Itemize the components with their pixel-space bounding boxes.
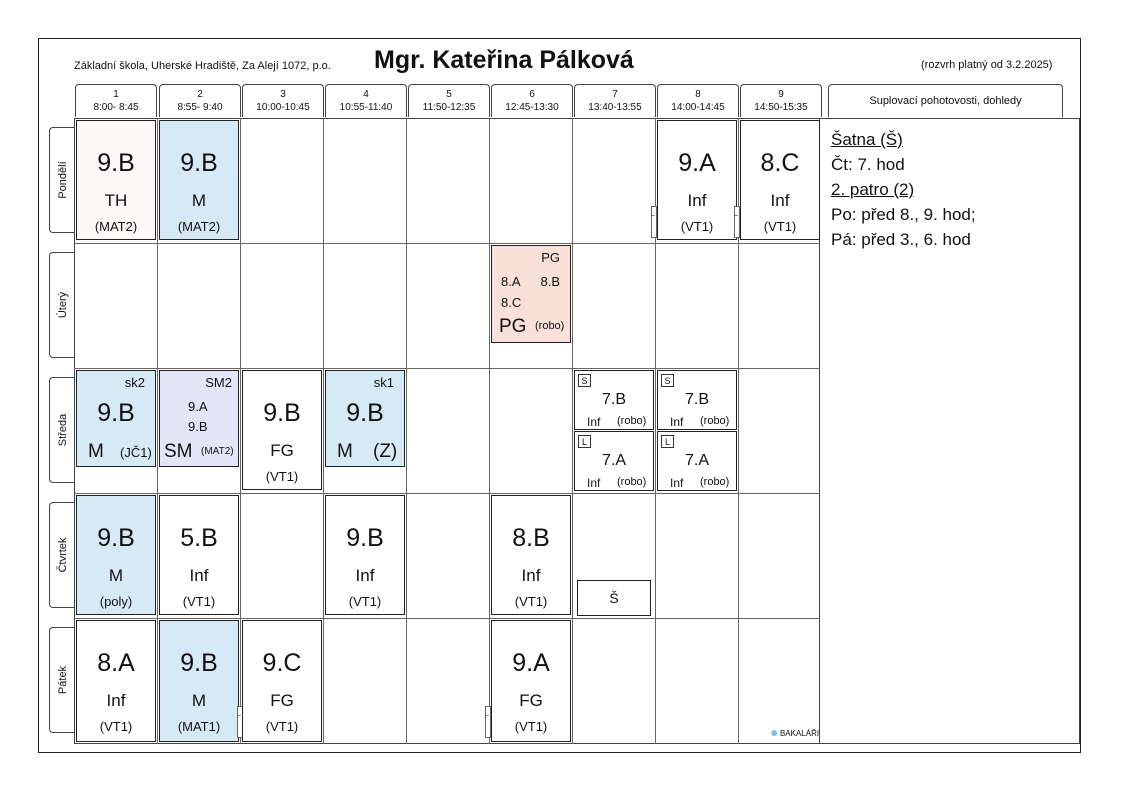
- grid-line: [572, 118, 573, 744]
- grid-line: [157, 118, 158, 744]
- lesson-cell[interactable]: 9.A Inf (VT1): [657, 120, 737, 240]
- lesson-cell[interactable]: L 7.A Inf (robo): [657, 431, 737, 491]
- day-tab-thursday: Čtvrtek: [49, 502, 75, 608]
- period-header-7: 7 13:40-13:55: [574, 84, 656, 117]
- period-header-6: 6 12:45-13:30: [491, 84, 573, 117]
- period-header-2: 2 8:55- 9:40: [159, 84, 241, 117]
- lesson-cell[interactable]: 5.B Inf (VT1): [159, 495, 239, 615]
- lesson-cell[interactable]: 9.B TH (MAT2): [76, 120, 156, 240]
- day-tab-friday: Pátek: [49, 627, 75, 733]
- grid-line: [240, 118, 241, 744]
- grid-line: [74, 493, 820, 494]
- lesson-cell[interactable]: 9.B Inf (VT1): [325, 495, 405, 615]
- bakalari-logo: ❁ BAKALÁŘI: [771, 729, 820, 738]
- lesson-cell[interactable]: 9.B M (poly): [76, 495, 156, 615]
- teacher-name: Mgr. Kateřina Pálková: [374, 46, 634, 74]
- supl-notes: Šatna (Š) Čt: 7. hod 2. patro (2) Po: před 8., 9. hod; Pá: před 3., 6. hod: [831, 130, 976, 249]
- lesson-cell[interactable]: sk2 9.B M (JČ1): [76, 370, 156, 467]
- supl-header: Suplovací pohotovosti, dohledy: [828, 84, 1063, 117]
- lesson-cell[interactable]: 9.B M (MAT2): [159, 120, 239, 240]
- grid-line: [323, 118, 324, 744]
- lesson-cell[interactable]: 9.A FG (VT1): [491, 620, 571, 742]
- period-header-8: 8 14:00-14:45: [657, 84, 739, 117]
- duty-marker: [485, 706, 491, 738]
- school-name: Základní škola, Uherské Hradiště, Za Alejí 1072, p.o.: [74, 60, 331, 72]
- grid-line: [74, 243, 820, 244]
- lesson-cell[interactable]: 8.C Inf (VT1): [740, 120, 820, 240]
- duty-marker: [651, 206, 657, 238]
- lesson-cell[interactable]: S 7.B Inf (robo): [574, 370, 654, 430]
- lesson-cell[interactable]: L 7.A Inf (robo): [574, 431, 654, 491]
- lesson-cell[interactable]: SM2 9.A 9.B SM (MAT2): [159, 370, 239, 467]
- logo-icon: ❁: [771, 729, 778, 738]
- grid-line: [74, 368, 820, 369]
- period-header-9: 9 14:50-15:35: [740, 84, 822, 117]
- day-tab-monday: Pondělí: [49, 127, 75, 233]
- day-tab-wednesday: Středa: [49, 377, 75, 483]
- duty-marker: [734, 206, 740, 238]
- day-tab-tuesday: Úterý: [49, 252, 75, 358]
- period-header-3: 3 10:00-10:45: [242, 84, 324, 117]
- lesson-cell[interactable]: S 7.B Inf (robo): [657, 370, 737, 430]
- lesson-cell[interactable]: 8.B Inf (VT1): [491, 495, 571, 615]
- period-header-5: 5 11:50-12:35: [408, 84, 490, 117]
- grid-line: [74, 618, 820, 619]
- period-header-4: 4 10:55-11:40: [325, 84, 407, 117]
- grid-line: [489, 118, 490, 744]
- validity-date: (rozvrh platný od 3.2.2025): [921, 59, 1053, 71]
- duty-cell[interactable]: Š: [577, 580, 651, 616]
- period-header-1: 1 8:00- 8:45: [75, 84, 157, 117]
- lesson-cell[interactable]: 9.C FG (VT1): [242, 620, 322, 742]
- lesson-cell[interactable]: sk1 9.B M (Z): [325, 370, 405, 467]
- lesson-cell[interactable]: 9.B M (MAT1): [159, 620, 239, 742]
- lesson-cell[interactable]: 9.B FG (VT1): [242, 370, 322, 490]
- grid-line: [406, 118, 407, 744]
- lesson-cell[interactable]: PG 8.A 8.B 8.C PG (robo): [491, 245, 571, 343]
- lesson-cell[interactable]: 8.A Inf (VT1): [76, 620, 156, 742]
